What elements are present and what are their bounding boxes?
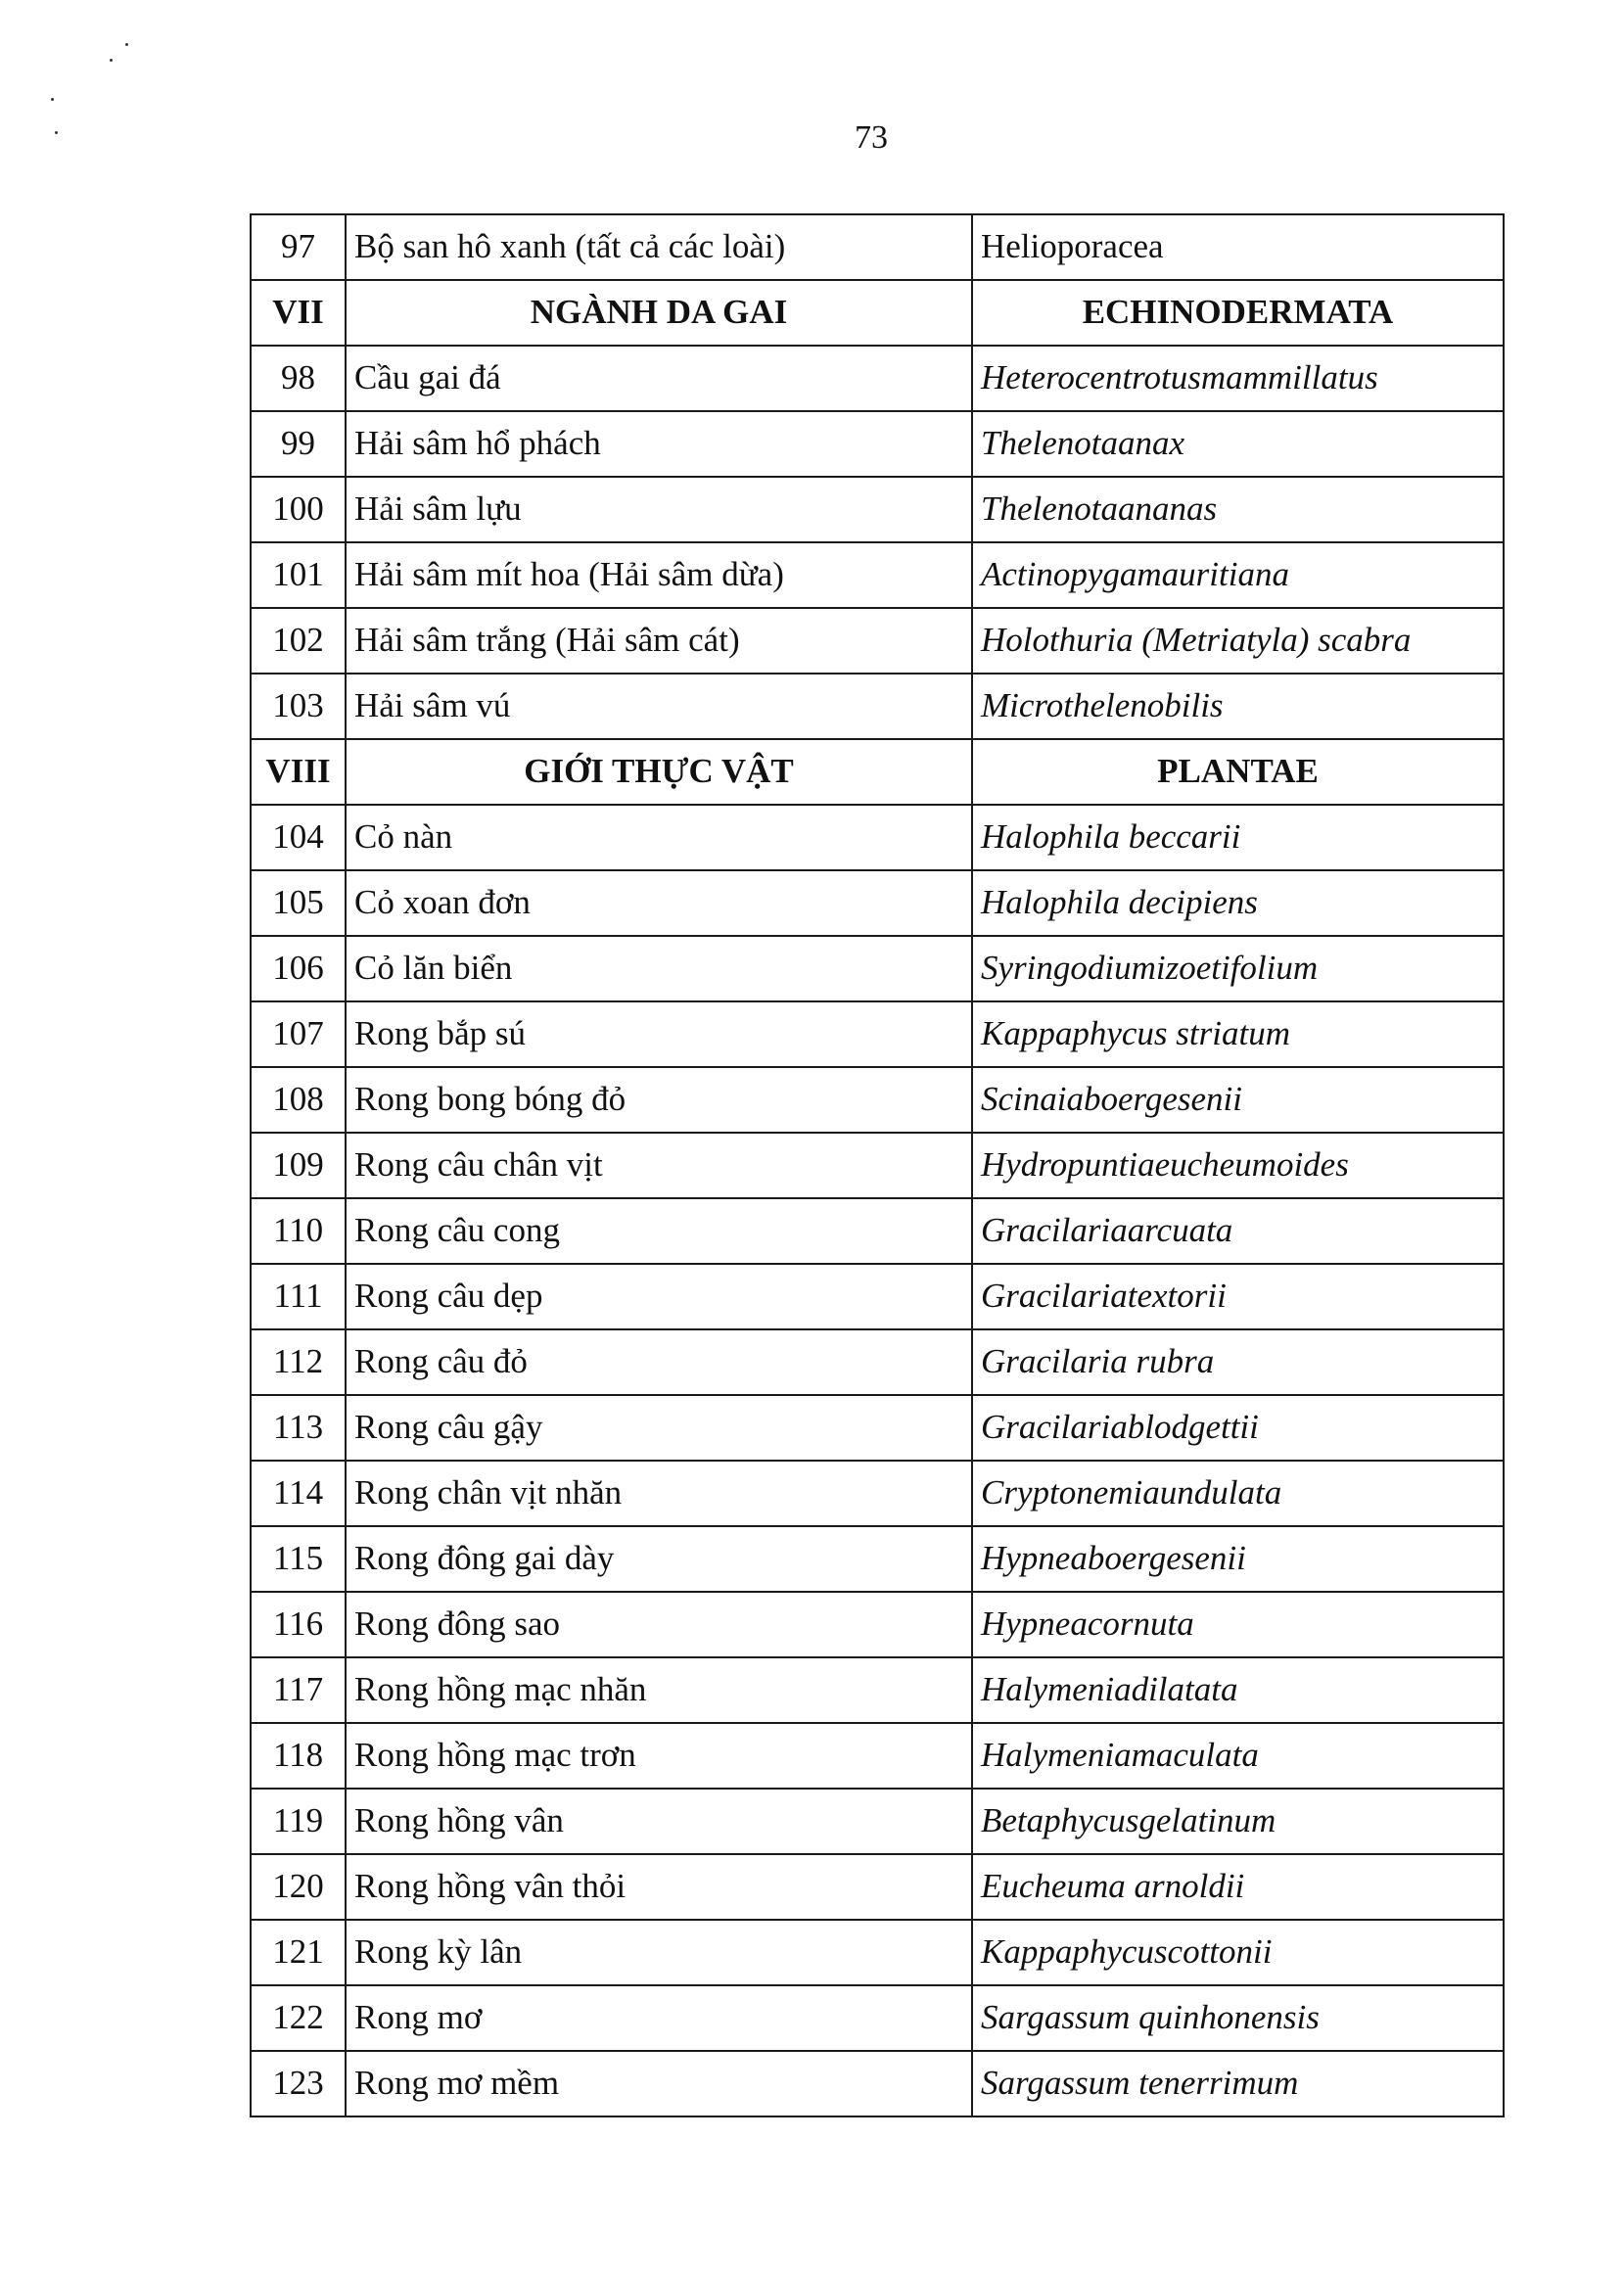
- vietnamese-name: Rong chân vịt nhăn: [346, 1461, 972, 1526]
- row-number: 115: [251, 1526, 346, 1592]
- species-table: [250, 213, 1505, 2117]
- vietnamese-name: Rong mơ: [346, 1985, 972, 2051]
- scientific-name: Halymeniamaculata: [972, 1723, 1504, 1789]
- row-number: 110: [251, 1198, 346, 1264]
- vietnamese-name: Rong bong bóng đỏ: [346, 1067, 972, 1133]
- page-number: 73: [855, 119, 888, 156]
- vietnamese-name: Rong câu cong: [346, 1198, 972, 1264]
- vietnamese-name: Rong bắp sú: [346, 1001, 972, 1067]
- scientific-name: Microthelenobilis: [972, 674, 1504, 739]
- row-number: 117: [251, 1657, 346, 1723]
- table-row: [251, 1001, 1504, 1067]
- row-number: 114: [251, 1461, 346, 1526]
- vietnamese-name: Hải sâm hổ phách: [346, 411, 972, 477]
- vietnamese-name: Rong đông sao: [346, 1592, 972, 1657]
- scientific-name: Thelenotaananas: [972, 477, 1504, 542]
- row-number: 98: [251, 346, 346, 411]
- vietnamese-name: Rong hồng vân: [346, 1789, 972, 1854]
- scientific-name: Kappaphycus striatum: [972, 1001, 1504, 1067]
- table-row: [251, 1329, 1504, 1395]
- row-number: 102: [251, 608, 346, 674]
- vietnamese-name: Cỏ nàn: [346, 805, 972, 870]
- row-number: 123: [251, 2051, 346, 2116]
- row-number: 107: [251, 1001, 346, 1067]
- scientific-name: Sargassum tenerrimum: [972, 2051, 1504, 2116]
- table-row: [251, 1723, 1504, 1789]
- row-number: 103: [251, 674, 346, 739]
- vietnamese-name: Hải sâm trắng (Hải sâm cát): [346, 608, 972, 674]
- row-number: 106: [251, 936, 346, 1001]
- scientific-name: Holothuria (Metriatyla) scabra: [972, 608, 1504, 674]
- scientific-name: Heterocentrotusmammillatus: [972, 346, 1504, 411]
- vietnamese-name: Rong câu dẹp: [346, 1264, 972, 1329]
- table-row: [251, 674, 1504, 739]
- species-table-body: [251, 214, 1504, 2116]
- vietnamese-name: Rong đông gai dày: [346, 1526, 972, 1592]
- table-row: [251, 1526, 1504, 1592]
- section-scientific-title: ECHINODERMATA: [972, 280, 1504, 346]
- table-row: [251, 346, 1504, 411]
- table-row: [251, 542, 1504, 608]
- row-number: 101: [251, 542, 346, 608]
- scientific-name: Thelenotaanax: [972, 411, 1504, 477]
- table-row: [251, 214, 1504, 280]
- vietnamese-name: Hải sâm mít hoa (Hải sâm dừa): [346, 542, 972, 608]
- vietnamese-name: Rong hồng mạc trơn: [346, 1723, 972, 1789]
- row-number: 122: [251, 1985, 346, 2051]
- vietnamese-name: Rong câu gậy: [346, 1395, 972, 1461]
- vietnamese-name: Rong câu chân vịt: [346, 1133, 972, 1198]
- scan-speck: [110, 59, 113, 62]
- row-number: 111: [251, 1264, 346, 1329]
- scientific-name: Scinaiaboergesenii: [972, 1067, 1504, 1133]
- scan-speck: [55, 131, 58, 134]
- scientific-name: Halophila decipiens: [972, 870, 1504, 936]
- table-row: [251, 805, 1504, 870]
- vietnamese-name: Bộ san hô xanh (tất cả các loài): [346, 214, 972, 280]
- scientific-name: Actinopygamauritiana: [972, 542, 1504, 608]
- scientific-name: Kappaphycuscottonii: [972, 1920, 1504, 1985]
- vietnamese-name: Rong mơ mềm: [346, 2051, 972, 2116]
- scientific-name: Halymeniadilatata: [972, 1657, 1504, 1723]
- table-row: [251, 2051, 1504, 2116]
- scientific-name: Syringodiumizoetifolium: [972, 936, 1504, 1001]
- row-number: 100: [251, 477, 346, 542]
- vietnamese-name: Cỏ xoan đơn: [346, 870, 972, 936]
- vietnamese-name: Rong kỳ lân: [346, 1920, 972, 1985]
- section-scientific-title: PLANTAE: [972, 739, 1504, 805]
- table-row: [251, 1789, 1504, 1854]
- table-row: [251, 1592, 1504, 1657]
- table-row: [251, 1854, 1504, 1920]
- section-vietnamese-title: GIỚI THỰC VẬT: [346, 739, 972, 805]
- vietnamese-name: Cầu gai đá: [346, 346, 972, 411]
- vietnamese-name: Cỏ lăn biển: [346, 936, 972, 1001]
- scientific-name: Cryptonemiaundulata: [972, 1461, 1504, 1526]
- scan-speck: [51, 98, 54, 101]
- scan-speck: [125, 43, 128, 46]
- row-number: 108: [251, 1067, 346, 1133]
- table-row: [251, 608, 1504, 674]
- row-number: 113: [251, 1395, 346, 1461]
- row-number: 99: [251, 411, 346, 477]
- table-row: [251, 1198, 1504, 1264]
- vietnamese-name: Hải sâm lựu: [346, 477, 972, 542]
- table-row: [251, 1133, 1504, 1198]
- vietnamese-name: Rong hồng vân thỏi: [346, 1854, 972, 1920]
- table-row: [251, 1657, 1504, 1723]
- row-number: 104: [251, 805, 346, 870]
- vietnamese-name: Rong hồng mạc nhăn: [346, 1657, 972, 1723]
- table-row: [251, 1395, 1504, 1461]
- scientific-name: Betaphycusgelatinum: [972, 1789, 1504, 1854]
- row-number: 97: [251, 214, 346, 280]
- scientific-name: Sargassum quinhonensis: [972, 1985, 1504, 2051]
- scientific-name: Hypneacornuta: [972, 1592, 1504, 1657]
- table-row: [251, 870, 1504, 936]
- table-row: [251, 1985, 1504, 2051]
- scientific-name: Gracilariatextorii: [972, 1264, 1504, 1329]
- table-row: [251, 1067, 1504, 1133]
- table-row: [251, 477, 1504, 542]
- row-number: 109: [251, 1133, 346, 1198]
- table-row: [251, 936, 1504, 1001]
- section-number: VII: [251, 280, 346, 346]
- row-number: 120: [251, 1854, 346, 1920]
- vietnamese-name: Hải sâm vú: [346, 674, 972, 739]
- scientific-name: Helioporacea: [972, 214, 1504, 280]
- row-number: 119: [251, 1789, 346, 1854]
- section-vietnamese-title: NGÀNH DA GAI: [346, 280, 972, 346]
- scientific-name: Gracilariaarcuata: [972, 1198, 1504, 1264]
- table-row: [251, 1461, 1504, 1526]
- scientific-name: Hypneaboergesenii: [972, 1526, 1504, 1592]
- scientific-name: Gracilaria rubra: [972, 1329, 1504, 1395]
- row-number: 121: [251, 1920, 346, 1985]
- section-row: [251, 280, 1504, 346]
- scientific-name: Halophila beccarii: [972, 805, 1504, 870]
- table-row: [251, 1920, 1504, 1985]
- table-row: [251, 1264, 1504, 1329]
- vietnamese-name: Rong câu đỏ: [346, 1329, 972, 1395]
- row-number: 112: [251, 1329, 346, 1395]
- row-number: 118: [251, 1723, 346, 1789]
- section-row: [251, 739, 1504, 805]
- scientific-name: Hydropuntiaeucheumoides: [972, 1133, 1504, 1198]
- row-number: 105: [251, 870, 346, 936]
- scientific-name: Eucheuma arnoldii: [972, 1854, 1504, 1920]
- row-number: 116: [251, 1592, 346, 1657]
- scientific-name: Gracilariablodgettii: [972, 1395, 1504, 1461]
- section-number: VIII: [251, 739, 346, 805]
- table-row: [251, 411, 1504, 477]
